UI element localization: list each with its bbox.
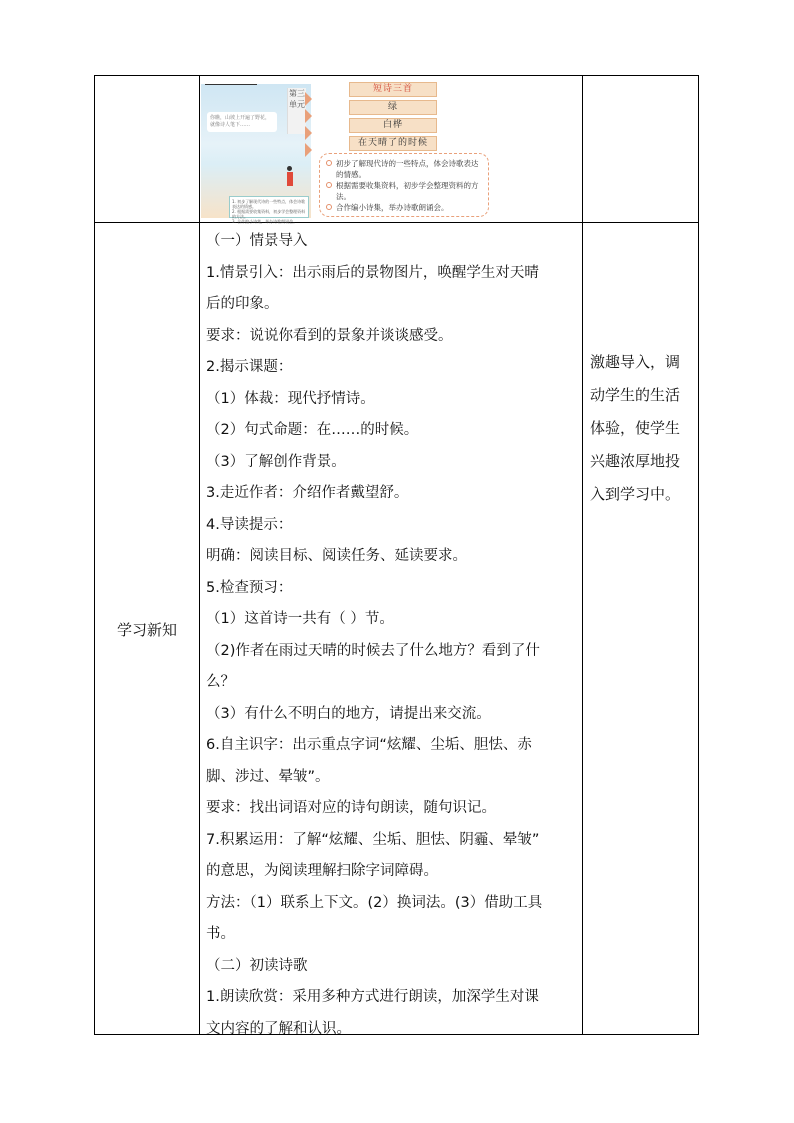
content-line: （2)作者在雨过天晴的时候去了什么地方？看到了什: [206, 642, 540, 659]
content-line: 脚、涉过、晕皱”。: [206, 768, 330, 785]
goal-item: 根据需要收集资料，初步学会整理资料的方法。: [326, 180, 482, 202]
unit-goal-box: 1. 初步了解现代诗的一些特点，体会诗歌表达的情感。 2. 根据需要收集资料，初步学会整理资料的方法。 3. 合作编小诗集，举办诗歌朗诵会。: [229, 196, 309, 218]
design-intent-note: [590, 346, 695, 511]
content-line: 明确：阅读目标、阅读任务、延读要求。: [206, 548, 467, 564]
goal-item: 合作编小诗集，举办诗歌朗诵会。: [326, 202, 482, 213]
circle-icon: [326, 182, 332, 188]
unit-tab: 第三单元: [287, 88, 306, 134]
content-line: 1.情景引入：出示雨后的景物图片，唤醒学生对天晴: [206, 264, 539, 281]
lesson-table: [94, 75, 699, 1035]
content-line: 书。: [206, 926, 235, 942]
content-line: 的意思，为阅读理解扫除字词障碍。: [206, 863, 438, 879]
lesson-title: 绿: [349, 100, 437, 115]
content-line: （3）有什么不明白的地方，请提出来交流。: [206, 705, 491, 722]
lesson-content: [206, 226, 583, 1045]
goal-item: 初步了解现代诗的一些特点，体会诗歌表达的情感。: [326, 158, 482, 180]
note-line: 激趣导入，调: [590, 353, 681, 371]
content-line: 么？: [206, 674, 235, 690]
content-line: 6.自主识字：出示重点字词“炫耀、尘垢、胆怯、赤: [206, 737, 532, 753]
lesson-title-list: [349, 82, 437, 154]
girl-figure: [287, 166, 293, 186]
unit-cover-illustration: [201, 84, 311, 224]
column-divider: [199, 76, 200, 1034]
content-line: 2.揭示课题：: [206, 359, 293, 375]
content-line: 1.朗读欣赏：采用多种方式进行朗读，加深学生对课: [206, 989, 539, 1005]
content-line: 要求：说说你看到的景象并谈谈感受。: [206, 327, 453, 344]
content-line: （一）情景导入: [206, 233, 308, 249]
arrow-decoration: [305, 92, 315, 160]
content-line: 4.导读提示：: [206, 516, 293, 533]
circle-icon: [326, 204, 332, 210]
content-line: （1）体裁：现代抒情诗。: [206, 390, 375, 407]
note-line: 入到学习中。: [590, 485, 681, 503]
row-label: 学习新知: [116, 620, 177, 639]
lesson-title: 在天晴了的时候: [349, 136, 437, 151]
lesson-title: 短诗三首: [349, 82, 437, 97]
content-line: 后的印象。: [206, 296, 279, 312]
content-line: （3）了解创作背景。: [206, 453, 346, 470]
content-line: （二）初读诗歌: [206, 957, 308, 974]
content-line: 7.积累运用：了解“炫耀、尘垢、胆怯、阴霾、晕皱”: [206, 831, 540, 848]
unit-goals-box: [319, 153, 489, 217]
textbook-unit-image: [201, 78, 491, 224]
note-line: 兴趣浓厚地投: [590, 452, 681, 470]
circle-icon: [326, 160, 332, 166]
row-divider: [95, 222, 698, 223]
content-line: （1）这首诗一共有（ ）节。: [206, 611, 394, 627]
content-line: 要求：找出词语对应的诗句朗读，随句识记。: [206, 800, 496, 816]
note-line: 体验，使学生: [590, 419, 681, 437]
content-line: 3.走近作者：介绍作者戴望舒。: [206, 485, 409, 501]
content-line: 方法：（1）联系上下文。(2）换词法。(3）借助工具: [206, 894, 543, 911]
content-line: （2）句式命题：在……的时候。: [206, 422, 419, 438]
speech-bubble: 你瞧，山坡上开遍了野花，就像诗人笔下……: [207, 112, 277, 132]
lesson-title: 白桦: [349, 118, 437, 133]
content-line: 5.检查预习：: [206, 579, 293, 596]
content-line: 文内容的了解和认识。: [206, 1020, 351, 1037]
note-line: 动学生的生活: [590, 386, 681, 404]
